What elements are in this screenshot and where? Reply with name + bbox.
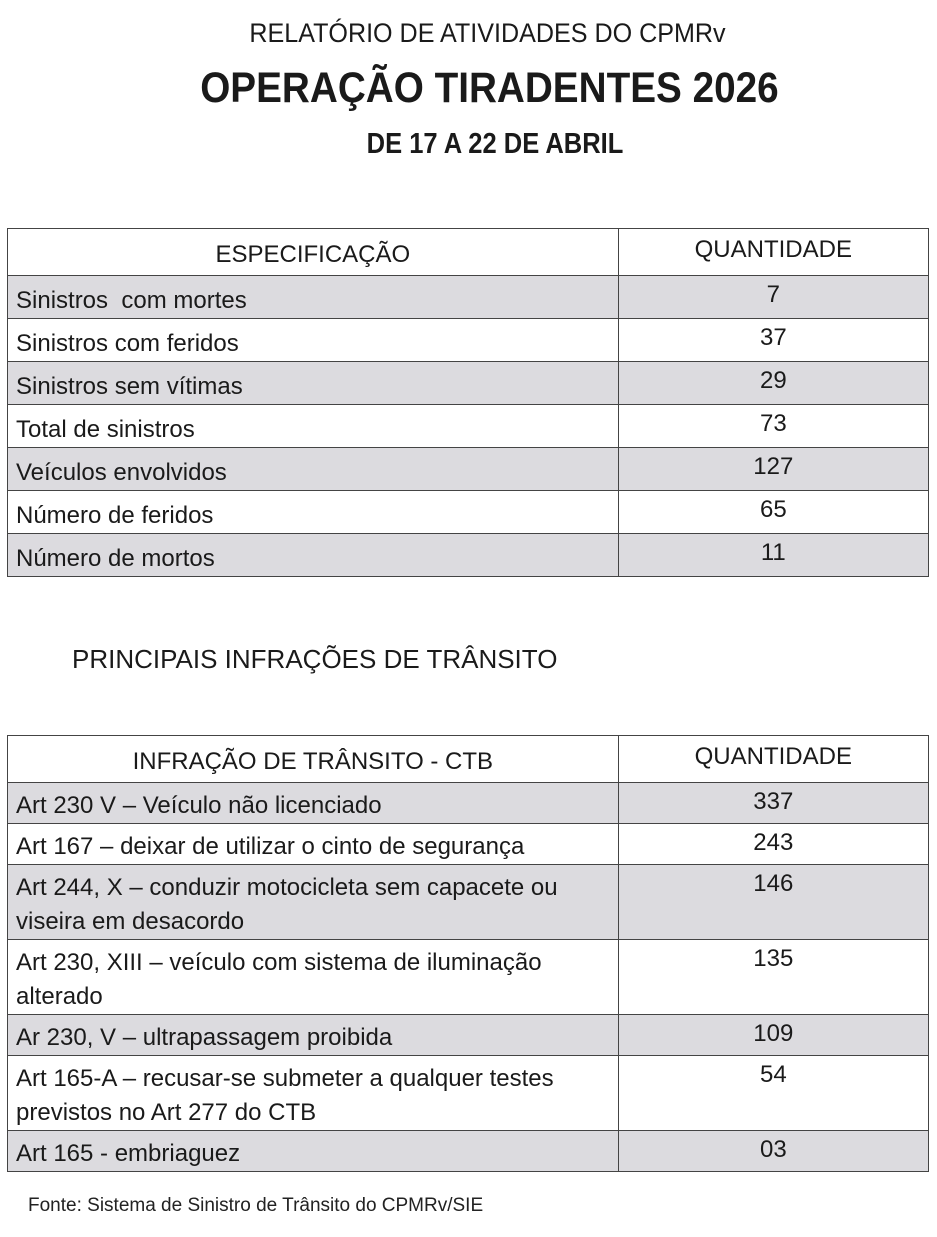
table-row [8,824,929,865]
table-row [8,1056,929,1131]
table-row [8,534,929,577]
table-row [8,865,929,940]
row-value: 11 [618,534,928,577]
row-value: 73 [618,405,928,448]
table-row [8,319,929,362]
infractions-table [7,735,929,1172]
report-subtitle: RELATÓRIO DE ATIVIDADES DO CPMRv [249,18,726,48]
table-row [8,940,929,1015]
table-header-row [8,229,929,276]
accidents-table [7,228,929,577]
report-title: OPERAÇÃO TIRADENTES 2026 [200,64,779,112]
table-row [8,1131,929,1172]
row-value: 54 [618,1056,928,1131]
row-label: Art 230, XIII – veículo com sistema de iluminação alterado [8,940,619,1015]
row-label: Número de mortos [8,534,619,577]
row-label: Art 165-A – recusar-se submeter a qualquer testes previstos no Art 277 do CTB [8,1056,619,1131]
column-header-infraction: INFRAÇÃO DE TRÂNSITO - CTB [8,736,619,783]
row-value: 03 [618,1131,928,1172]
row-label: Veículos envolvidos [8,448,619,491]
source-note: Fonte: Sistema de Sinistro de Trânsito do CPMRv/SIE [28,1195,484,1216]
table-row [8,362,929,405]
row-value: 7 [618,276,928,319]
row-value: 146 [618,865,928,940]
row-value: 65 [618,491,928,534]
row-label: Ar 230, V – ultrapassagem proibida [8,1015,619,1056]
row-value: 135 [618,940,928,1015]
row-label: Total de sinistros [8,405,619,448]
row-label: Sinistros com mortes [8,276,619,319]
column-header-quantity: QUANTIDADE [618,736,928,783]
row-value: 243 [618,824,928,865]
row-value: 29 [618,362,928,405]
table-header-row [8,736,929,783]
row-label: Art 167 – deixar de utilizar o cinto de segurança [8,824,619,865]
row-label: Art 165 - embriaguez [8,1131,619,1172]
table-row [8,276,929,319]
row-value: 337 [618,783,928,824]
column-header-specification: ESPECIFICAÇÃO [8,229,619,276]
row-label: Sinistros com feridos [8,319,619,362]
row-value: 37 [618,319,928,362]
table-row [8,448,929,491]
report-period: DE 17 A 22 DE ABRIL [366,128,624,160]
infractions-section-heading: PRINCIPAIS INFRAÇÕES DE TRÂNSITO [72,644,558,674]
table-row [8,491,929,534]
column-header-quantity: QUANTIDADE [618,229,928,276]
row-label: Número de feridos [8,491,619,534]
row-label: Art 230 V – Veículo não licenciado [8,783,619,824]
table-row [8,783,929,824]
table-row [8,1015,929,1056]
row-label: Sinistros sem vítimas [8,362,619,405]
table-row [8,405,929,448]
row-value: 109 [618,1015,928,1056]
row-value: 127 [618,448,928,491]
row-label: Art 244, X – conduzir motocicleta sem capacete ou viseira em desacordo [8,865,619,940]
